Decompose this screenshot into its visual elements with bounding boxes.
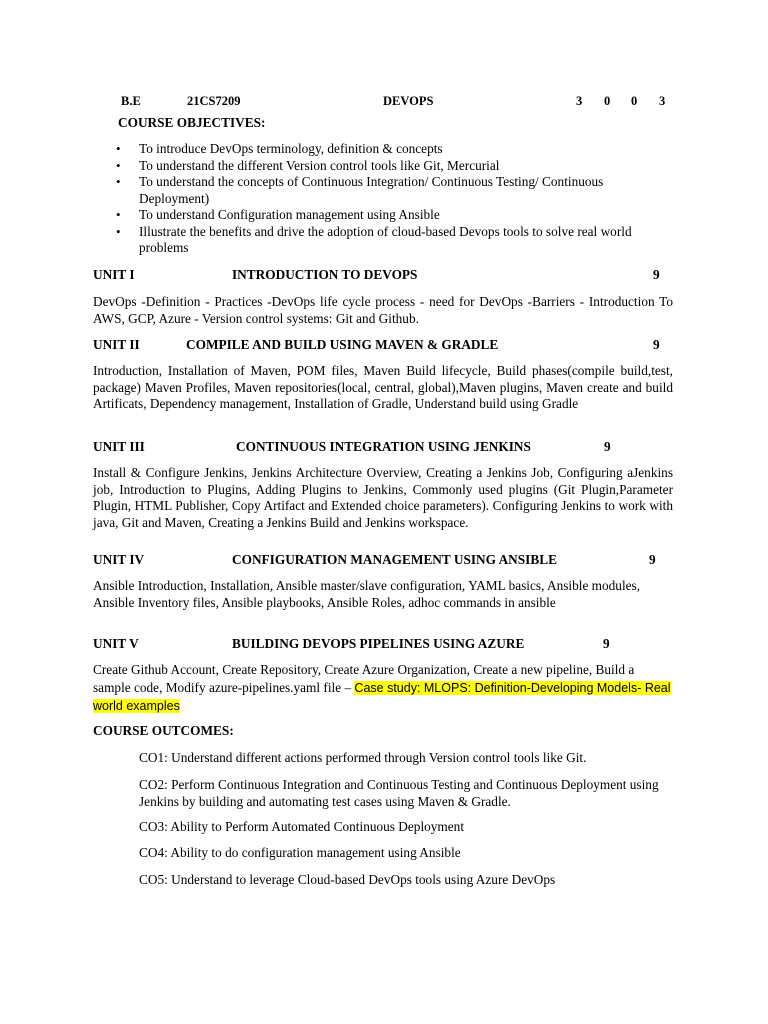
credit-total: 3 [659, 94, 666, 108]
objective-item: • To understand Configuration management using Ansible [115, 207, 675, 224]
unit-5-content [93, 661, 673, 716]
outcome-item: CO3: Ability to Perform Automated Continuous Deployment [139, 819, 465, 834]
unit-4-label: UNIT IV [93, 552, 145, 567]
credit-tutorial: 0 [604, 94, 611, 108]
unit-1-label: UNIT I [93, 267, 135, 282]
unit-3-hours: 9 [604, 439, 611, 454]
unit-1-hours: 9 [653, 267, 660, 282]
unit-2-hours: 9 [653, 337, 660, 352]
unit-5-title: BUILDING DEVOPS PIPELINES USING AZURE [232, 636, 525, 651]
unit-5-hours: 9 [603, 636, 610, 651]
objectives-list [115, 141, 675, 257]
course-title: DEVOPS [383, 94, 434, 108]
outcome-item: CO5: Understand to leverage Cloud-based DevOps tools using Azure DevOps [139, 872, 556, 887]
outcomes-heading: COURSE OUTCOMES: [93, 723, 234, 738]
course-degree: B.E [121, 94, 141, 108]
credit-practical: 0 [631, 94, 638, 108]
unit-5-text: Create Github Account, Create Repository, Create Azure Organization, Create a new pipeline, Build a sample code, Modify azure-pipelines.yaml file – [93, 662, 635, 695]
unit-3-content: Install & Configure Jenkins, Jenkins Architecture Overview, Creating a Jenkins Job, Configuring aJenkins job, Introduction to Plugins, Adding Plugins to Jenkins, Commonly used plugins (Git Plugin,Parameter Plugin, HTML Publisher, Copy Artifact and Extended choice parameters). Configuring Jenkins to work with java, Git and Maven, Creating a Jenkins Build and Jenkins workspace. [93, 465, 673, 530]
unit-1-content: DevOps -Definition - Practices -DevOps life cycle process - need for DevOps -Barriers - Introduction To AWS, GCP, Azure - Version control systems: Git and Github. [93, 294, 673, 326]
unit-2-label: UNIT II [93, 337, 140, 352]
case-study-highlight: Case study: MLOPS: Definition-Developing Models- Real world examples [93, 680, 671, 713]
unit-2-content: Introduction, Installation of Maven, POM files, Maven Build lifecycle, Build phases(compile build,test, package) Maven Profiles, Maven repositories(local, central, global),Maven plugins, Maven create and build Artificats, Dependency management, Installation of Gradle, Understand build using Gradle [93, 363, 673, 412]
objective-item: • To understand the different Version control tools like Git, Mercurial [115, 158, 675, 175]
outcome-item: CO2: Perform Continuous Integration and Continuous Testing and Continuous Deployment using Jenkins by building and automating test cases using Maven & Gradle. [139, 777, 659, 809]
unit-4-title: CONFIGURATION MANAGEMENT USING ANSIBLE [232, 552, 557, 567]
unit-1-title: INTRODUCTION TO DEVOPS [232, 267, 418, 282]
credit-lecture: 3 [576, 94, 583, 108]
course-code: 21CS7209 [187, 94, 241, 108]
unit-2-title: COMPILE AND BUILD USING MAVEN & GRADLE [186, 337, 499, 352]
outcome-item: CO1: Understand different actions performed through Version control tools like Git. [139, 750, 587, 765]
unit-5-label: UNIT V [93, 636, 139, 651]
objectives-heading: COURSE OBJECTIVES: [118, 115, 266, 130]
outcome-item: CO4: Ability to do configuration management using Ansible [139, 845, 461, 860]
objective-item: • To introduce DevOps terminology, definition & concepts [115, 141, 675, 158]
unit-4-content: Ansible Introduction, Installation, Ansible master/slave configuration, YAML basics, Ansible modules, Ansible Inventory files, Ansible playbooks, Ansible Roles, adhoc commands in ansible [93, 578, 641, 610]
objective-item: • Illustrate the benefits and drive the adoption of cloud-based Devops tools to solve real world problems [115, 224, 675, 257]
unit-3-title: CONTINUOUS INTEGRATION USING JENKINS [236, 439, 531, 454]
unit-3-label: UNIT III [93, 439, 145, 454]
objective-item: • To understand the concepts of Continuous Integration/ Continuous Testing/ Continuous Deployment) [115, 174, 675, 207]
unit-4-hours: 9 [649, 552, 656, 567]
